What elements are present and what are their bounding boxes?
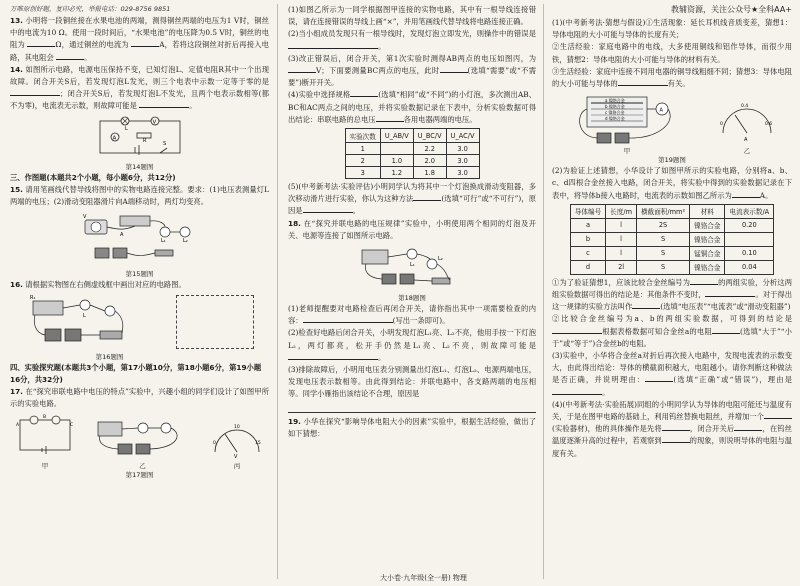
wire-label-c: c 镍铬合金: [605, 110, 625, 116]
svg-text:C: C: [70, 422, 74, 428]
q18-part-1-text: (1)老师提醒要对电路检查后再闭合开关，请你指出其中一项需要检查的内容：: [288, 304, 536, 326]
svg-text:V: V: [152, 119, 156, 126]
q17-part-5-text: (5)(中考新考法·实验评估)小明同学认为将其中一个灯泡换成滑动变阻器，多次移动滑片进行实验，你认为这种方法: [288, 182, 536, 204]
table-cell: 0.20: [725, 218, 774, 232]
q14-circuit-figure: [85, 115, 195, 161]
q19-part-2-1-text-d: (选填“电压表”“电流表”或“滑动变阻器”): [660, 302, 791, 312]
table-cell: 2: [345, 155, 380, 167]
column-divider-1: [277, 4, 278, 579]
q13-blank-2[interactable]: [131, 40, 159, 47]
column-left: [0, 0, 275, 586]
column-right: [546, 0, 800, 586]
q18-physical-circuit: [352, 244, 472, 292]
question-15: [10, 184, 269, 208]
svg-text:R: R: [142, 137, 146, 144]
svg-text:0: 0: [720, 122, 723, 128]
table-cell: 1.2: [380, 167, 413, 179]
table-cell: 1.8: [413, 167, 446, 179]
svg-text:R₁: R₁: [30, 295, 36, 302]
q18-part-3-answer-line[interactable]: [288, 402, 536, 413]
header-right: 教辅资源，关注公众号★全科AA+: [670, 5, 792, 14]
q17-part-5: (5)(中考新考法·实验评估)小明同学认为将其中一个灯泡换成滑动变阻器，多次移动滑片进行实验，你认为这种方法 (选填“可行”或“不可行”)，原因是 。: [288, 182, 536, 216]
q17-part-4-text-b: (选填“相同”或“不同”)的小灯泡，多次测出AB、BC和AC两点之间的电压，并将实验数据记录在下表中，分析实验数据可得出结论：串联电路的总电压: [288, 90, 536, 124]
q19-part-4-text-e: 的现象，则说明导体的电阻与温度有关。: [552, 436, 793, 458]
q18-part-3-text: (3)排除故障后，小明用电压表分别测量出灯泡L₁、灯泡L₂、电源两端电压，发现电压表示数相等。由此得到结论：并联电路中，各支路两端的电压相等。同学小雁指出该结论不合理，原因是: [288, 365, 536, 399]
q17-voltmeter-dial: [209, 414, 265, 462]
table-cell: l: [606, 246, 637, 260]
q19-number: 19.: [288, 416, 301, 426]
q19-part-1b-text: ②生活经验：家庭电路中的电线，大多使用铜线和铝作导体，而很少用铁，猜想2：导体电阻的大小可能与导体的材料有关。: [552, 42, 792, 64]
table-cell: a: [570, 218, 605, 232]
svg-text:S: S: [162, 140, 166, 147]
svg-text:A: A: [659, 107, 663, 114]
table-row: [345, 143, 479, 155]
q19-part-1c-text: ③生活经验：家庭中连接不同用电器的铜导线粗细不同；猜想3：导体电阻的大小可能与导体的: [552, 66, 792, 89]
table-cell: 2.2: [413, 143, 446, 155]
q19-part-3-blank-2[interactable]: [552, 388, 602, 395]
section-3-title: 三、作图题(本题共2个小题，每小题6分，共12分): [10, 172, 176, 182]
q17-part-2-text: (2)当小组成员发现只有一根导线时，发现灯泡立即发光，则操作中的错误是: [288, 29, 536, 39]
q16-physical-circuit: [25, 293, 145, 351]
q17-part-4-blank-2[interactable]: [376, 115, 404, 122]
q19-label-jia: 甲: [623, 147, 631, 156]
table-cell: 镍铬合金: [690, 218, 725, 232]
q17-text: 在“探究串联电路中电压的特点”实验中，兴趣小组的同学们设计了如图甲所示的实验电路。: [10, 387, 269, 409]
q17-part-5-blank-1[interactable]: [413, 194, 441, 201]
q14-text: 如图所示电路，电源电压保持不变，已知灯泡L、定值电阻R其中一个出现故障。闭合开关S后，若发现灯泡L发光，则三个电表中示数一定等于零的是: [10, 64, 269, 87]
q19-part-4-text: (4)(中考新考法·实验拓展)同组的小明同学认为导体的电阻可能还与温度有关，于是在图甲电路的基础上，利用钨丝替换电阻丝，并增加一个: [552, 399, 792, 422]
q17-part-3-text-b: V；下面要测量BC两点的电压，此时: [316, 66, 440, 76]
question-19: [288, 416, 536, 440]
q19-data-table: [570, 204, 774, 275]
svg-text:A: A: [119, 232, 123, 239]
q14-caption: 第14题图: [125, 162, 154, 171]
svg-text:0.6: 0.6: [765, 122, 773, 128]
table-cell: 2.0: [413, 155, 446, 167]
q18-text: 在“探究并联电路的电压规律”实验中，小明使用两个相同的灯泡及开关、电源等连接了如图所示电路。: [288, 218, 536, 240]
q19-part-4-text-c: ，闭合开关后: [689, 424, 735, 434]
svg-text:L: L: [124, 125, 128, 132]
q19-part-2-2: [552, 313, 792, 350]
q15-circuit-figure: [65, 210, 215, 268]
q16-answer-box[interactable]: [176, 295, 254, 349]
q17-circuit-diagram: [14, 414, 76, 462]
table-cell: 3.0: [446, 155, 479, 167]
q17-th-trial: 实验次数: [345, 129, 380, 143]
q19-part-2-text: (2)为验证上述猜想，小华设计了如图甲所示的实验电路，分别将a、b、c、d四根合金丝接入电路，闭合开关，将实验中得到的实验数据记录在下表中，将导体b接入电路时，电流表的示数如图乙所示为: [552, 166, 792, 200]
q19-fig-yi: [717, 93, 777, 156]
q19-th-material: 材料: [690, 204, 725, 218]
q17-figure-row: [10, 411, 269, 471]
table-cell: 1.0: [380, 155, 413, 167]
q16-number: 16.: [10, 280, 23, 290]
table-cell: 锰铜合金: [690, 246, 725, 260]
q18-figure: [352, 244, 472, 292]
q18-part-2-blank[interactable]: [288, 353, 378, 360]
svg-text:L: L: [83, 313, 87, 320]
svg-text:L₂: L₂: [182, 238, 188, 245]
q17-data-table: [345, 128, 480, 179]
q13-text-3: A，若将这段铜丝对折后再接入电路，其电阻会: [10, 40, 269, 62]
q19-th-area: 横截面积/mm²: [637, 204, 690, 218]
q19-part-2-1: [552, 277, 792, 314]
q19-part-3: (3)实验中，小华将合金丝a对折后再次接入电路中，发现电流表的示数变大，由此得出结论：导体的横截面积越大，电阻越小。请你判断这种做法是否正确，并说明理由： (选填“正确”或“错误”)，理由是。: [552, 351, 793, 397]
table-cell: c: [570, 246, 605, 260]
q19-part-2-2-text-c: (选填“大于”“小于”或“等于”)合金丝b的电阻。: [552, 326, 792, 348]
q19-part-4-blank-1[interactable]: [764, 412, 792, 419]
q17-part-2: (2)当小组成员发现只有一根导线时，发现灯泡立即发光，则操作中的错误是。: [288, 29, 536, 51]
table-row: [345, 155, 479, 167]
q18-part-2-text: (2)检查好电路后闭合开关，小明发现灯泡L₁亮、L₂不亮，他用手按一下灯泡L₂，两灯都亮，松开手仍然是L₁亮、L₂不亮，则故障可能是: [288, 328, 536, 350]
q15-physical-circuit: [65, 210, 215, 268]
q19-part-2-blank[interactable]: [732, 191, 760, 198]
svg-text:10: 10: [234, 424, 240, 430]
q19-part-4-blank-4[interactable]: [662, 436, 690, 443]
q14-blank-2[interactable]: [139, 101, 189, 108]
q14-circuit-diagram: [85, 115, 195, 161]
svg-text:0: 0: [213, 440, 216, 446]
table-cell: b: [570, 232, 605, 246]
table-cell: 3.0: [446, 167, 479, 179]
q14-number: 14.: [10, 64, 23, 74]
svg-text:0.4: 0.4: [741, 104, 749, 110]
table-cell: 2S: [637, 218, 690, 232]
q13-blank-3[interactable]: [56, 53, 84, 60]
q17-part-4: (4)实验中选择规格 (选填“相同”或“不同”)的小灯泡，多次测出AB、BC和AC两点之间的电压，并将实验数据记录在下表中，分析实验数据可得出结论：串联电路的总电压 各用电器两端的电压。: [288, 90, 536, 124]
table-row: [570, 260, 773, 274]
q14-text-2: ；闭合开关S后，若发现灯泡L不发光，且两个电表示数相等(都不为零)，电流表无示数，则故障可能是: [10, 89, 269, 111]
svg-text:L₁: L₁: [410, 262, 415, 269]
q19-label-yi: 乙: [743, 147, 751, 156]
q19-part-4-text-b: (实验器材)，他的具体操作是先将: [552, 424, 662, 434]
table-cell: S: [637, 232, 690, 246]
q17-part-5-blank-2[interactable]: [303, 206, 353, 213]
wire-label-b: b 镍铬合金: [605, 104, 625, 110]
svg-text:15: 15: [255, 440, 261, 446]
q19-part-4: [552, 399, 792, 460]
header-left: 万唯原创好题，复印必究，举报电话：029-8756 9851: [10, 5, 171, 13]
q17-th-ubc: U_BC/V: [413, 129, 446, 143]
section-4-title: 四、实验探究题(本题共3个小题，第17小题10分，第18小题6分，第19小题16分，共32分): [10, 363, 262, 385]
q15-caption: 第15题图: [125, 270, 154, 279]
q17-caption: 第17题图: [125, 470, 154, 479]
q19-part-2-text-b: A。: [759, 190, 773, 200]
table-row: [570, 246, 773, 260]
page-footer: 大小卷·九年级(全一册) 物理: [380, 574, 467, 582]
q17-part-4-text: (4)实验中选择规格: [288, 90, 351, 100]
table-cell: 1: [345, 143, 380, 155]
table-row: [570, 218, 773, 232]
q19-part-1c-text-b: 有关。: [667, 79, 690, 89]
q17-part-1-text: (1)如图乙所示为一同学根据图甲连接的实物电路，其中有一根导线连接错误，请在连接错误的导线上画“×”，并用笔画线代替导线将电路连接正确。: [288, 5, 536, 27]
table-cell: 2l: [606, 260, 637, 274]
q19-part-3-text-b: (选填“正确”或“错误”)，理由是: [673, 375, 793, 385]
q17-part-3-blank-2[interactable]: [440, 66, 468, 73]
q19-part-2-1-text-c: 。对于得出这一规律的实验方法叫作: [552, 290, 793, 312]
q19-part-4-blank-2[interactable]: [662, 424, 690, 431]
table-cell: l: [606, 218, 637, 232]
svg-text:A: A: [112, 135, 116, 142]
q18-part-1-text-b: (写出一条即可)。: [392, 316, 450, 326]
q18-part-1-blank[interactable]: [303, 316, 393, 323]
q19-ammeter-dial: [717, 93, 777, 147]
q13-number: 13.: [10, 16, 23, 25]
svg-text:V: V: [234, 453, 238, 460]
question-16: [10, 279, 269, 291]
q18-caption: 第18题图: [398, 294, 426, 303]
q16-text: 请根据实物图在右侧虚线框中画出对应的电路图。: [25, 280, 186, 290]
table-row: [570, 232, 773, 246]
q19-part-2-1-text: ①为了验证猜想1，应该比较合金丝编号为: [552, 277, 690, 287]
wire-label-d: d 镍铬合金: [605, 116, 625, 122]
q19-part-2: [552, 165, 792, 202]
q17-part-3-text: (3)改正错误后，闭合开关，第1次实验时测得AB两点的电压如图丙，为: [288, 53, 536, 63]
q19-wire-board: [567, 93, 687, 147]
q17-label-jia: 甲: [41, 461, 49, 470]
q17-part-3-text-c: (选填“需要”或“不需要”)断开开关。: [288, 66, 536, 88]
q17-th-uac: U_AC/V: [446, 129, 479, 143]
table-cell: 镍铬合金: [690, 260, 725, 274]
q15-text: 请用笔画线代替导线将图中的实物电路连接完整。要求：(1)电压表测量灯L两端的电压；(2)滑动变阻器滑片向A端移动时，两灯均变亮。: [10, 184, 269, 206]
q19-part-2-2-text: ②比较合金丝编号为a、b的两组实验数据，可得到的结论是: [552, 314, 792, 324]
q19-fig-jia: [567, 93, 687, 156]
table-cell: 0.10: [725, 246, 774, 260]
table-cell: d: [570, 260, 605, 274]
table-row: [345, 167, 479, 179]
q19-part-4-blank-3[interactable]: [734, 424, 762, 431]
q19-part-1a-text: (1)(中考新考法·猜想与假设)①生活现象：延长耳机线音质变差，猜想1：导体电阻的大小可能与导体的长度有关；: [552, 18, 792, 40]
table-cell: S: [637, 246, 690, 260]
column-divider-2: [543, 4, 544, 579]
q19-text: 小华在探究“影响导体电阻大小的因素”实验中，根据生活经验，做出了如下猜想：: [288, 416, 536, 438]
q19-part-1c-blank[interactable]: [618, 79, 668, 86]
question-14: 14. 如图所示电路，电源电压保持不变，已知灯泡L、定值电阻R其中一个出现故障。闭合开关S后，若发现灯泡L发光，则三个电表中示数一定等于零的是 ；闭合开关S后，若发现灯泡L不发光，且两个电表示数相等(都不为零)，电流表无示数，则故障可能是 。: [10, 64, 269, 111]
svg-text:A: A: [16, 422, 20, 428]
svg-text:B: B: [43, 414, 47, 420]
table-cell: l: [606, 232, 637, 246]
table-cell: [725, 232, 774, 246]
q14-blank-1[interactable]: [10, 89, 60, 96]
q17-th-uab: U_AB/V: [380, 129, 413, 143]
q17-part-3: [288, 53, 536, 90]
wire-label-a: a 镍铬合金: [605, 98, 625, 104]
q13-blank-1[interactable]: [27, 40, 55, 47]
q19-part-2-1-blank-2[interactable]: [705, 290, 755, 297]
q17-fig-jia: [14, 414, 76, 471]
q19-part-3-text: (3)实验中，小华将合金丝a对折后再次接入电路中，发现电流表的示数变大，由此得出结论：导体的横截面积越大，电阻越小。请你判断这种做法是否正确，并说明理由：: [552, 351, 792, 385]
q17-part-1: [288, 4, 536, 28]
q19-part-4-text-d: ，在钨丝温度逐渐升高的过程中，若观察到: [552, 424, 793, 446]
q18-part-1: [288, 303, 536, 327]
q17-part-5-text-b: (选填“可行”或“不可行”)，原因是: [288, 194, 536, 216]
q15-number: 15.: [10, 184, 23, 194]
table-cell: S: [637, 260, 690, 274]
q18-part-2: (2)检查好电路后闭合开关，小明发现灯泡L₁亮、L₂不亮，他用手按一下灯泡L₂，两灯都亮，松开手仍然是L₁亮、L₂不亮，则故障可能是。: [288, 328, 536, 362]
q17-fig-yi: [88, 414, 198, 471]
table-cell: [380, 143, 413, 155]
q19-part-2-1-blank-3[interactable]: [632, 302, 660, 309]
q17-fig-bing: [209, 414, 265, 471]
q17-part-2-blank[interactable]: [288, 42, 378, 49]
q17-number: 17.: [10, 387, 23, 397]
q17-table-header: [345, 129, 479, 143]
table-cell: 镍铬合金: [690, 232, 725, 246]
q13-text-2: Ω，通过铜丝的电流为: [55, 40, 129, 50]
q19-part-1a: [552, 17, 792, 41]
q19-th-current: 电流表示数/A: [725, 204, 774, 218]
q19-part-2-1-text-b: 的两组实验，分析这两组实验数据可得出的结论是：其他条件不变时，: [552, 277, 792, 300]
q16-caption: 第16题图: [95, 353, 124, 362]
q17-label-yi: 乙: [139, 461, 146, 470]
q13-text: 小明将一段铜丝接在水果电池的两端，测得铜丝两端的电压为1 V时，铜丝中的电流为10 Ω。使用一段时间后，“水果电池”的电压降为0.5 V时，铜丝的电阻为: [10, 16, 269, 50]
q17-part-4-blank-1[interactable]: [350, 90, 378, 97]
q19-part-2-2-blank-1[interactable]: [552, 327, 602, 334]
q19-th-length: 长度/m: [606, 204, 637, 218]
q19-caption: 第19题图: [658, 156, 686, 165]
q18-number: 18.: [288, 218, 301, 228]
svg-text:V: V: [82, 214, 86, 221]
question-17: [10, 386, 269, 410]
q17-label-bing: 丙: [233, 461, 241, 470]
column-middle: [280, 0, 542, 586]
q19-part-1b: [552, 41, 792, 65]
table-cell: 0.04: [725, 260, 774, 274]
svg-text:L₁: L₁: [160, 238, 166, 245]
q19-part-2-1-blank-1[interactable]: [690, 278, 718, 285]
q17-part-3-blank-1[interactable]: [288, 66, 316, 73]
q19-part-2-2-blank-2[interactable]: [712, 327, 740, 334]
q19-table-header: [570, 204, 773, 218]
q16-figure-row: [10, 291, 269, 353]
q19-figure-row: [552, 90, 792, 156]
q17-part-4-text-c: 各用电器两端的电压: [403, 114, 470, 124]
svg-text:L₂: L₂: [438, 256, 443, 263]
svg-text:A: A: [744, 137, 748, 144]
q19-part-1c: [552, 66, 792, 90]
q18-part-3: [288, 364, 536, 401]
q19-part-2-2-text-b: 根据表格数据可知合金丝a的电阻: [602, 326, 712, 336]
q17-physical-circuit: [88, 414, 198, 462]
q19-th-id: 导体编号: [570, 204, 605, 218]
table-cell: 3.0: [446, 143, 479, 155]
question-18: [288, 218, 536, 242]
q19-part-3-blank-1[interactable]: [645, 375, 673, 382]
table-cell: 3: [345, 167, 380, 179]
question-13: 13. 小明将一段铜丝接在水果电池的两端，测得铜丝两端的电压为1 V时，铜丝中的电流为10 Ω。使用一段时间后，“水果电池”的电压降为0.5 V时，铜丝的电阻为 Ω，通过铜丝的电流为 A，若将这段铜丝对折后再接入电路，其电阻会 。: [10, 16, 269, 62]
